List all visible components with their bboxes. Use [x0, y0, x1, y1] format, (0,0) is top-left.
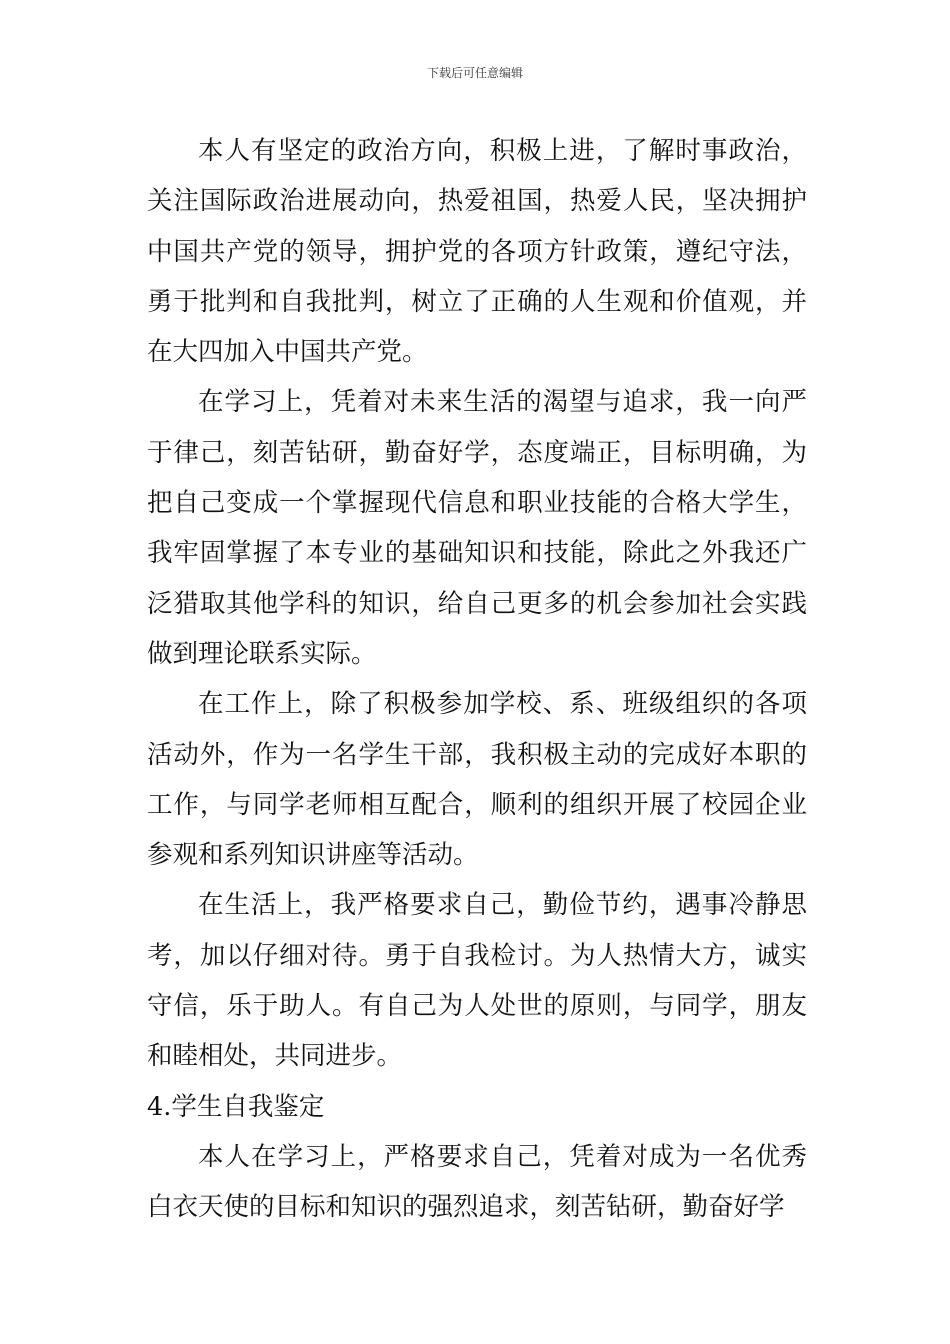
paragraph-study: 在学习上，凭着对未来生活的渴望与追求，我一向严于律己，刻苦钻研，勤奋好学，态度端正，目标明确，为把自己变成一个掌握现代信息和职业技能的合格大学生，我牢固掌握了本专业的基础知识和技能，除此之外我还广泛猎取其他学科的知识，给自己更多的机会参加社会实践做到理论联系实际。	[147, 387, 807, 669]
paragraph-political: 本人有坚定的政治方向，积极上进，了解时事政治，关注国际政治进展动向，热爱祖国，热爱人民，坚决拥护中国共产党的领导，拥护党的各项方针政策，遵纪守法，勇于批判和自我批判，树立了正确的人生观和价值观，并在大四加入中国共产党。	[147, 136, 807, 368]
paragraph-work: 在工作上，除了积极参加学校、系、班级组织的各项活动外，作为一名学生干部，我积极主动的完成好本职的工作，与同学老师相互配合，顺利的组织开展了校园企业参观和系列知识讲座等活动。	[147, 689, 807, 871]
document-body	[147, 126, 807, 1233]
paragraph-self-assessment: 本人在学习上，严格要求自己，凭着对成为一名优秀白衣天使的目标和知识的强烈追求，刻苦钻研，勤奋好学	[147, 1141, 807, 1223]
page-header: 下载后可任意编辑	[426, 66, 523, 80]
section-heading: 4.学生自我鉴定	[147, 1091, 325, 1122]
paragraph-life: 在生活上，我严格要求自己，勤俭节约，遇事冷静思考，加以仔细对待。勇于自我检讨。为人热情大方，诚实守信，乐于助人。有自己为人处世的原则，与同学，朋友和睦相处，共同进步。	[147, 890, 807, 1072]
